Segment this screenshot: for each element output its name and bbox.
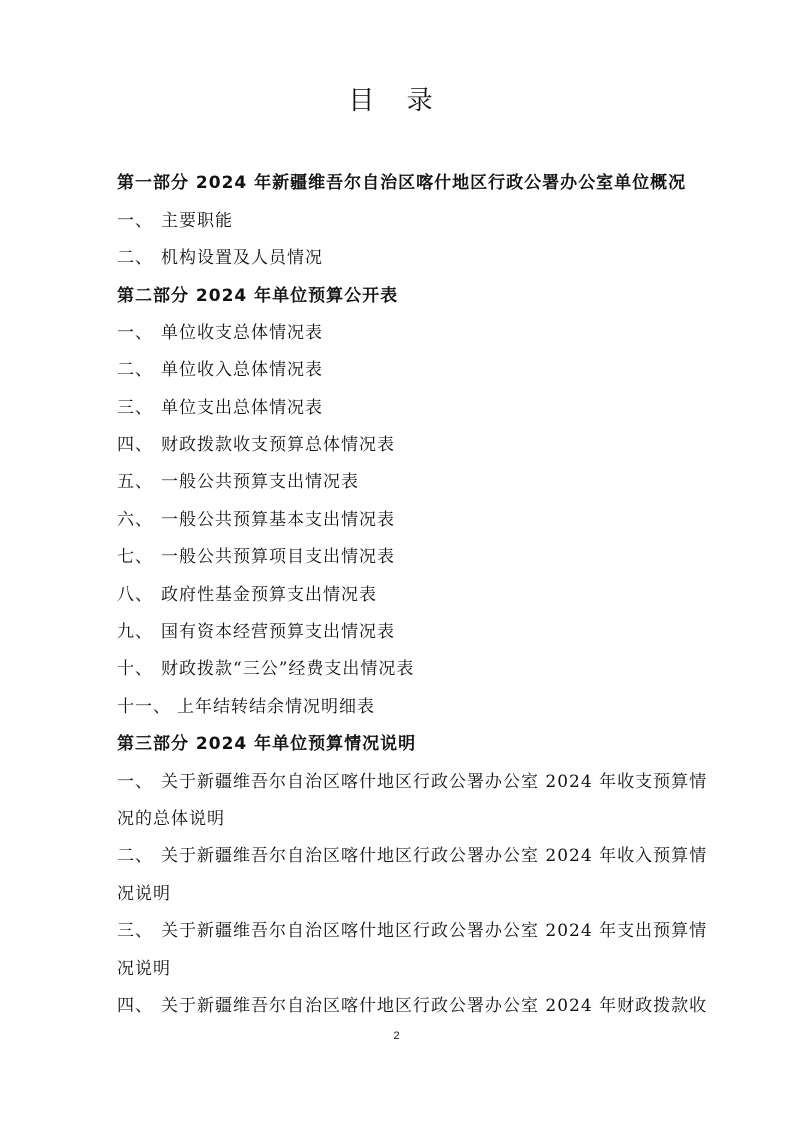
toc-item: 二、 关于新疆维吾尔自治区喀什地区行政公署办公室 2024 年收入预算情	[117, 846, 708, 866]
part3-heading: 第三部分 2024 年单位预算情况说明	[117, 734, 417, 754]
toc-item: 八、 政府性基金预算支出情况表	[117, 585, 377, 605]
toc-title: 目 录	[348, 86, 445, 116]
toc-item: 五、 一般公共预算支出情况表	[117, 472, 359, 492]
toc-item: 六、 一般公共预算基本支出情况表	[117, 510, 395, 530]
page-number: 2	[393, 1030, 400, 1042]
toc-item: 一、 主要职能	[117, 211, 233, 231]
toc-item: 十一、 上年结转结余情况明细表	[117, 697, 375, 717]
toc-item: 三、 关于新疆维吾尔自治区喀什地区行政公署办公室 2024 年支出预算情	[117, 921, 708, 941]
toc-item-continuation: 况说明	[117, 959, 171, 979]
toc-item: 二、 机构设置及人员情况	[117, 248, 323, 268]
toc-item: 七、 一般公共预算项目支出情况表	[117, 547, 395, 567]
toc-item-continuation: 况说明	[117, 884, 171, 904]
toc-item: 三、 单位支出总体情况表	[117, 398, 323, 418]
part1-heading: 第一部分 2024 年新疆维吾尔自治区喀什地区行政公署办公室单位概况	[117, 173, 687, 193]
toc-item-continuation: 况的总体说明	[117, 809, 225, 829]
toc-item: 二、 单位收入总体情况表	[117, 360, 323, 380]
toc-item: 十、 财政拨款“三公”经费支出情况表	[117, 659, 415, 679]
toc-item: 一、 单位收支总体情况表	[117, 323, 323, 343]
toc-item: 四、 关于新疆维吾尔自治区喀什地区行政公署办公室 2024 年财政拨款收	[117, 996, 708, 1016]
toc-item: 九、 国有资本经营预算支出情况表	[117, 622, 395, 642]
part2-heading: 第二部分 2024 年单位预算公开表	[117, 286, 399, 306]
toc-item: 四、 财政拨款收支预算总体情况表	[117, 435, 395, 455]
toc-item: 一、 关于新疆维吾尔自治区喀什地区行政公署办公室 2024 年收支预算情	[117, 772, 708, 792]
